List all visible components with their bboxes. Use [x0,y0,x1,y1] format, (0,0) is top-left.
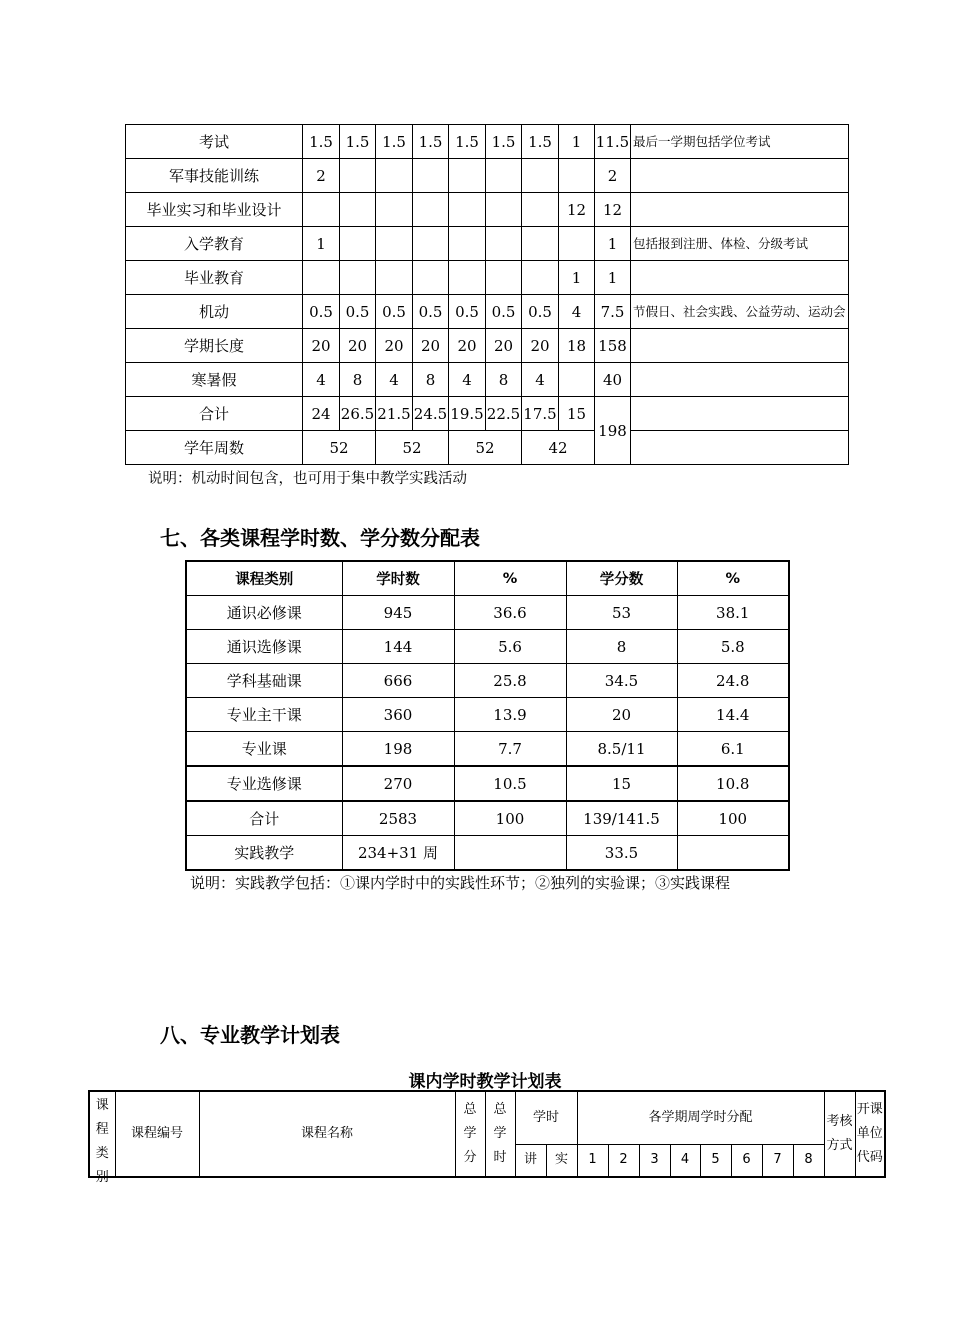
table-cell: 5.8 [677,630,789,664]
section8-heading: 八、专业教学计划表 [160,1023,340,1047]
table-cell: 14.4 [677,698,789,732]
table-cell: 5.6 [454,630,566,664]
week-value-cell [413,193,449,227]
row-note [631,397,849,431]
table-header-row [186,561,789,596]
header-semester: 4 [670,1144,700,1177]
credit-table-note: 说明：实践教学包括：①课内学时中的实践性环节；②独列的实验课；③实践课程 [190,874,731,892]
table-cell: 666 [342,664,454,698]
table-row [186,664,789,698]
header-semester: 3 [639,1144,670,1177]
week-value-cell: 12 [595,193,631,227]
table-row [126,261,849,295]
table-row [186,698,789,732]
table-cell: 270 [342,766,454,801]
table-cell: 33.5 [566,836,677,871]
weeks-allocation-table [125,124,849,465]
week-value-cell [522,159,559,193]
week-value-cell [413,261,449,295]
row-label: 考试 [126,125,303,159]
header-semester: 5 [700,1144,731,1177]
week-value-cell: 2 [303,159,340,193]
table-row [186,766,789,801]
week-value-cell: 8 [413,363,449,397]
row-label: 合计 [126,397,303,431]
week-value-cell: 0.5 [340,295,376,329]
year-week-cell: 52 [376,431,449,465]
table-row [126,295,849,329]
table-row [186,596,789,630]
week-value-cell [413,159,449,193]
week-value-cell [376,227,413,261]
week-value-cell: 4 [303,363,340,397]
week-value-cell [486,159,522,193]
week-value-cell: 1.5 [376,125,413,159]
table-cell: 20 [566,698,677,732]
table-row [126,329,849,363]
table-cell [677,836,789,871]
table-row [186,801,789,836]
row-note: 包括报到注册、体检、分级考试 [631,227,849,261]
week-value-cell: 0.5 [522,295,559,329]
header-course-code: 课程编号 [115,1091,199,1177]
header-weekly-hours: 各学期周学时分配 [577,1091,824,1144]
row-note: 最后一学期包括学位考试 [631,125,849,159]
table-cell: 53 [566,596,677,630]
week-value-cell: 11.5 [595,125,631,159]
week-value-cell [559,363,595,397]
combined-total-cell: 198 [595,397,631,465]
header-credits-percent: % [677,561,789,596]
week-value-cell [449,227,486,261]
table-cell [454,836,566,871]
header-hours: 学时数 [342,561,454,596]
week-value-cell: 0.5 [376,295,413,329]
week-value-cell: 0.5 [486,295,522,329]
week-value-cell: 0.5 [413,295,449,329]
credit-distribution-table [185,560,790,871]
table-row [186,836,789,871]
week-value-cell [413,227,449,261]
week-value-cell: 20 [413,329,449,363]
table-cell: 通识选修课 [186,630,342,664]
week-value-cell [522,193,559,227]
week-value-cell: 0.5 [449,295,486,329]
week-value-cell: 1.5 [413,125,449,159]
week-value-cell [486,261,522,295]
header-category: 课程类别 [186,561,342,596]
week-value-cell: 1 [559,125,595,159]
week-value-cell [376,193,413,227]
row-label: 机动 [126,295,303,329]
teaching-plan-table [88,1090,886,1185]
week-value-cell [486,193,522,227]
header-course-name: 课程名称 [199,1091,455,1177]
table-cell: 专业主干课 [186,698,342,732]
year-week-cell: 42 [522,431,595,465]
table-cell: 专业选修课 [186,766,342,801]
week-value-cell [449,159,486,193]
week-value-cell: 40 [595,363,631,397]
header-dept-code: 开课 单位 代码 [855,1091,885,1177]
header-total-credits: 总 学 分 [455,1091,485,1177]
week-value-cell: 4 [559,295,595,329]
week-value-cell: 19.5 [449,397,486,431]
week-value-cell: 26.5 [340,397,376,431]
row-note [631,329,849,363]
table-cell: 10.5 [454,766,566,801]
week-value-cell [340,261,376,295]
week-value-cell [376,261,413,295]
table-cell: 139/141.5 [566,801,677,836]
week-value-cell: 20 [449,329,486,363]
week-value-cell: 24 [303,397,340,431]
table-cell: 34.5 [566,664,677,698]
week-value-cell [559,227,595,261]
table-cell: 38.1 [677,596,789,630]
table-cell: 15 [566,766,677,801]
week-value-cell: 20 [486,329,522,363]
week-value-cell: 8 [486,363,522,397]
header-semester: 2 [608,1144,639,1177]
row-note [631,261,849,295]
table-cell: 实践教学 [186,836,342,871]
week-value-cell [340,159,376,193]
row-label: 毕业教育 [126,261,303,295]
table-row [186,630,789,664]
header-hours: 学时 [515,1091,577,1144]
week-value-cell: 1.5 [340,125,376,159]
row-label: 军事技能训练 [126,159,303,193]
week-value-cell [522,261,559,295]
week-value-cell: 1.5 [303,125,340,159]
header-semester: 6 [731,1144,762,1177]
week-value-cell: 1 [595,261,631,295]
table-cell: 945 [342,596,454,630]
week-value-cell [303,261,340,295]
row-note [631,431,849,465]
week-value-cell: 8 [340,363,376,397]
table-row [126,227,849,261]
week-value-cell: 20 [522,329,559,363]
header-credits: 学分数 [566,561,677,596]
week-value-cell [449,261,486,295]
week-value-cell: 1.5 [522,125,559,159]
week-value-cell: 1.5 [449,125,486,159]
week-value-cell: 4 [376,363,413,397]
week-value-cell: 7.5 [595,295,631,329]
table-row [186,732,789,767]
week-value-cell [340,193,376,227]
week-value-cell: 22.5 [486,397,522,431]
table-cell: 13.9 [454,698,566,732]
week-value-cell: 24.5 [413,397,449,431]
row-label: 学期长度 [126,329,303,363]
week-value-cell [376,159,413,193]
week-value-cell [486,227,522,261]
plan-table-caption: 课内学时教学计划表 [408,1072,562,1092]
header-hours-percent: % [454,561,566,596]
table-cell: 25.8 [454,664,566,698]
table-row [126,363,849,397]
week-value-cell [522,227,559,261]
week-value-cell: 20 [303,329,340,363]
row-label: 寒暑假 [126,363,303,397]
table-cell: 234+31 周 [342,836,454,871]
row-label: 毕业实习和毕业设计 [126,193,303,227]
week-value-cell: 20 [340,329,376,363]
row-note: 节假日、社会实践、公益劳动、运动会 [631,295,849,329]
week-value-cell: 1.5 [486,125,522,159]
week-value-cell: 158 [595,329,631,363]
year-week-cell: 52 [303,431,376,465]
week-value-cell: 21.5 [376,397,413,431]
header-semester: 7 [762,1144,793,1177]
week-value-cell: 1 [595,227,631,261]
table-cell: 198 [342,732,454,767]
row-note [631,193,849,227]
table-cell: 8.5/11 [566,732,677,767]
week-value-cell [559,159,595,193]
table-cell: 24.8 [677,664,789,698]
section7-heading: 七、各类课程学时数、学分数分配表 [160,526,480,550]
table-cell: 通识必修课 [186,596,342,630]
week-value-cell: 17.5 [522,397,559,431]
week-value-cell: 2 [595,159,631,193]
table-cell: 100 [677,801,789,836]
week-value-cell: 0.5 [303,295,340,329]
row-note [631,159,849,193]
credit-table-body [186,596,789,871]
table-row [126,397,849,431]
row-label: 入学教育 [126,227,303,261]
table-cell: 2583 [342,801,454,836]
table-row [126,125,849,159]
table-cell: 学科基础课 [186,664,342,698]
table-cell: 144 [342,630,454,664]
table-cell: 专业课 [186,732,342,767]
week-value-cell: 4 [449,363,486,397]
week-value-cell: 12 [559,193,595,227]
weeks-table-note: 说明：机动时间包含，也可用于集中教学实践活动 [148,471,467,487]
header-course-category: 课 程 类 别 [89,1091,115,1177]
week-value-cell: 1 [303,227,340,261]
week-value-cell: 20 [376,329,413,363]
table-cell: 36.6 [454,596,566,630]
header-exam-method: 考核 方式 [824,1091,855,1177]
year-week-cell: 52 [449,431,522,465]
week-value-cell: 1 [559,261,595,295]
week-value-cell [449,193,486,227]
table-cell: 100 [454,801,566,836]
plan-header-row-1 [89,1091,885,1144]
weeks-table-body [126,125,849,465]
row-label: 学年周数 [126,431,303,465]
header-lecture: 讲 [515,1144,546,1177]
header-total-hours: 总 学 时 [485,1091,515,1177]
week-value-cell [303,193,340,227]
week-value-cell: 15 [559,397,595,431]
table-cell: 合计 [186,801,342,836]
week-value-cell [340,227,376,261]
header-semester: 8 [793,1144,824,1177]
table-cell: 6.1 [677,732,789,767]
table-cell: 8 [566,630,677,664]
table-row [126,431,849,465]
header-practice: 实 [546,1144,577,1177]
header-semester: 1 [577,1144,608,1177]
table-cell: 7.7 [454,732,566,767]
table-cell: 360 [342,698,454,732]
week-value-cell: 18 [559,329,595,363]
table-cell: 10.8 [677,766,789,801]
row-note [631,363,849,397]
table-row [126,193,849,227]
week-value-cell: 4 [522,363,559,397]
table-row [126,159,849,193]
